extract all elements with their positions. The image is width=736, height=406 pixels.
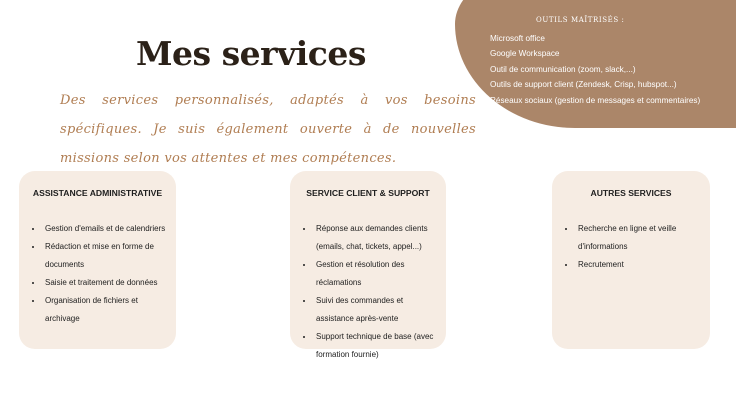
card-list [552,220,710,274]
card-autres-services [552,171,710,349]
list-item: • Recherche en ligne et veille d'informations [576,220,702,256]
page-subtitle: Des services personnalisés, adaptés à vos besoins spécifiques. Je suis également ouverte à de nouvelles missions selon vos attentes et mes compétences. [60,93,476,166]
tools-item: Google Workspace [490,49,560,58]
list-item: • Saisie et traitement de données [43,274,168,292]
tools-title: OUTILS MAÎTRISÉS : [536,16,625,24]
list-item: • Gestion et résolution des réclamations [314,256,438,292]
card-service-client [290,171,446,359]
card-title: ASSISTANCE ADMINISTRATIVE [32,188,163,198]
list-item: • Support technique de base (avec formation fournie) [314,328,438,364]
tools-panel [490,13,730,108]
card-assistance-administrative [19,171,176,349]
card-list [19,220,176,328]
card-title: AUTRES SERVICES [590,188,672,198]
tools-list [490,31,730,109]
list-item: • Organisation de fichiers et archivage [43,292,168,328]
card-list [290,220,446,364]
card-title: SERVICE CLIENT & SUPPORT [306,188,430,198]
list-item: • Rédaction et mise en forme de documents [43,238,168,274]
list-item: • Recrutement [576,256,702,274]
list-item: • Gestion d'emails et de calendriers [43,220,168,238]
tools-item: Réseaux sociaux (gestion de messages et commentaires) [490,95,701,105]
tools-item: Microsoft office [490,33,545,43]
list-item: • Réponse aux demandes clients (emails, chat, tickets, appel...) [314,220,438,256]
tools-item: Outil de communication (zoom, slack,...) [490,64,636,74]
list-item: • Suivi des commandes et assistance après-vente [314,292,438,328]
page-title: Mes services [136,34,366,73]
tools-item: Outils de support client (Zendesk, Crisp, hubspot...) [490,80,677,89]
